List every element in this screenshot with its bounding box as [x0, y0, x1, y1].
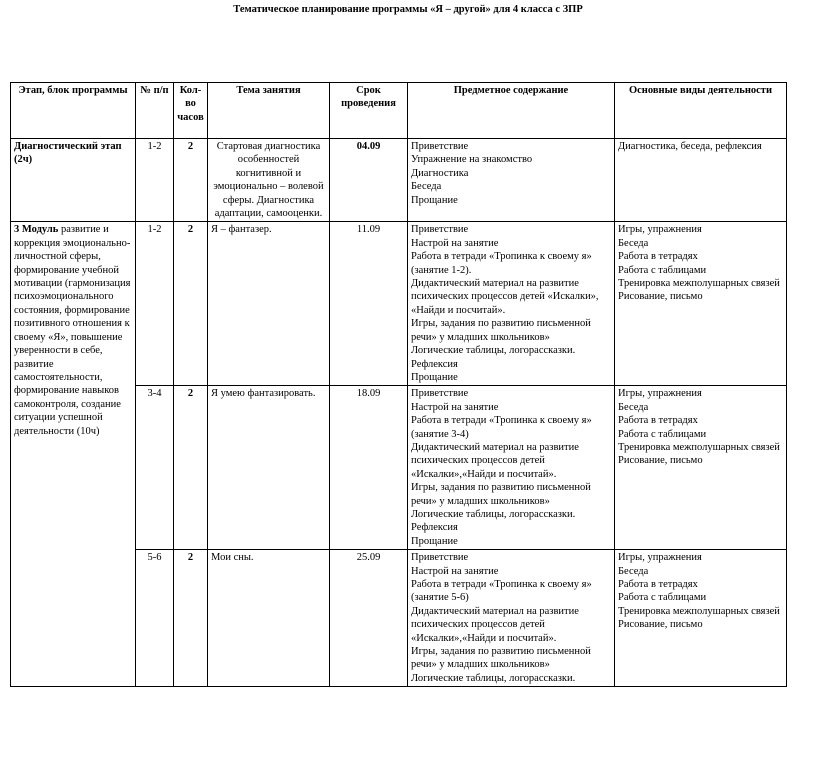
header-stage: Этап, блок программы	[11, 83, 136, 139]
content-line: Беседа	[411, 181, 442, 193]
header-activities: Основные виды деятельности	[615, 83, 787, 139]
activities-cell	[615, 550, 787, 687]
activity-line: Тренировка межполушарных связей	[618, 441, 780, 453]
activity-line: Беседа	[618, 237, 649, 249]
date-cell: 04.09	[330, 139, 408, 222]
content-line: Работа в тетради «Тропинка к своему я» (занятие 1-2).	[411, 251, 592, 276]
content-cell	[408, 139, 615, 222]
content-cell	[408, 550, 615, 687]
content-line: Логические таблицы, логорассказки.	[411, 508, 576, 520]
topic-cell: Мои сны.	[208, 550, 330, 687]
activity-line: Беседа	[618, 565, 649, 577]
activity-line: Рисование, письмо	[618, 455, 703, 467]
activity-line: Работа в тетрадях	[618, 579, 698, 590]
content-line: Рефлексия	[411, 522, 458, 534]
content-line: Игры, задания по развитию письменной речи» у младших школьников»	[411, 482, 591, 507]
content-line: Приветствие	[411, 552, 469, 564]
content-line: Логические таблицы, логорассказки.	[411, 345, 576, 357]
content-line: Рефлексия	[411, 358, 458, 370]
topic-cell: Стартовая диагностика особенностей когнитивной и эмоционально – волевой сферы. Диагностика адаптации, самооценки.	[208, 139, 330, 222]
planning-table	[10, 82, 787, 687]
content-line: Работа в тетради «Тропинка к своему я» (занятие 3-4)	[411, 415, 592, 440]
page-title: Тематическое планирование программы «Я – другой» для 4 класса с ЗПР	[233, 4, 583, 15]
num-cell: 1-2	[136, 139, 174, 222]
content-line: Дидактический материал на развитие психических процессов детей «Искалки», «Найди и посчитай».	[411, 278, 599, 316]
content-line: Прощание	[411, 535, 458, 547]
stage-cell: Диагностический этап (2ч)	[11, 139, 136, 222]
content-line: Настрой на занятие	[411, 565, 499, 577]
activity-line: Игры, упражнения	[618, 388, 702, 400]
num-cell: 5-6	[136, 550, 174, 687]
header-date: Срок проведения	[330, 83, 408, 139]
content-line: Игры, задания по развитию письменной речи» у младших школьников»	[411, 318, 591, 343]
header-row	[11, 83, 787, 139]
activity-line: Игры, упражнения	[618, 552, 702, 564]
date-cell: 11.09	[330, 222, 408, 386]
content-line: Настрой на занятие	[411, 401, 499, 413]
stage-module-description: развитие и коррекция эмоционально-личностной сферы, формирование учебной мотивации (гармонизация психоэмоционального состояния, формирование позитивного отношения к своему «Я», повышение уверенности в себе, развитие самостоятельности, формирование навыков самоконтроля, создание ситуации успешной деятельности (10ч)	[14, 224, 131, 437]
content-line: Приветствие	[411, 388, 469, 400]
content-line: Игры, задания по развитию письменной речи» у младших школьников»	[411, 646, 591, 671]
activity-line: Работа в тетрадях	[618, 251, 698, 263]
content-cell	[408, 222, 615, 386]
header-hours: Кол-во часов	[174, 83, 208, 139]
activity-line: Игры, упражнения	[618, 224, 702, 236]
activities-cell	[615, 386, 787, 550]
content-line: Работа в тетради «Тропинка к своему я» (занятие 5-6)	[411, 579, 592, 604]
hours-cell: 2	[174, 139, 208, 222]
activity-line: Работа с таблицами	[618, 428, 707, 440]
activity-line: Тренировка межполушарных связей	[618, 278, 780, 290]
activity-line: Беседа	[618, 401, 649, 413]
header-num: № п/п	[136, 83, 174, 139]
activities-cell	[615, 222, 787, 386]
activity-line: Рисование, письмо	[618, 291, 703, 303]
activity-line: Работа с таблицами	[618, 592, 707, 604]
table-row	[11, 139, 787, 222]
date-cell: 25.09	[330, 550, 408, 687]
content-line: Приветствие	[411, 224, 469, 236]
hours-cell: 2	[174, 550, 208, 687]
activities-cell	[615, 139, 787, 222]
content-cell	[408, 386, 615, 550]
date-cell: 18.09	[330, 386, 408, 550]
hours-cell: 2	[174, 222, 208, 386]
stage-module-label: 3 Модуль	[14, 224, 59, 236]
content-line: Прощание	[411, 194, 458, 206]
content-line: Дидактический материал на развитие психических процессов детей «Искалки»,«Найди и посчитай».	[411, 605, 579, 644]
topic-cell: Я умею фантазировать.	[208, 386, 330, 550]
content-line: Упражнение на знакомство	[411, 154, 533, 166]
activity-line: Диагностика, беседа, рефлексия	[618, 141, 762, 152]
stage-cell	[11, 222, 136, 687]
table-row	[11, 222, 787, 386]
content-line: Диагностика	[411, 167, 469, 179]
content-line: Настрой на занятие	[411, 237, 499, 249]
activity-line: Работа в тетрадях	[618, 415, 698, 427]
header-content: Предметное содержание	[408, 83, 615, 139]
activity-line: Работа с таблицами	[618, 264, 707, 276]
num-cell: 3-4	[136, 386, 174, 550]
activity-line: Тренировка межполушарных связей	[618, 605, 780, 617]
content-line: Дидактический материал на развитие психических процессов детей «Искалки»,«Найди и посчитай».	[411, 441, 579, 480]
content-line: Прощание	[411, 371, 458, 383]
content-line: Приветствие	[411, 141, 469, 152]
topic-cell: Я – фантазер.	[208, 222, 330, 386]
hours-cell: 2	[174, 386, 208, 550]
content-line: Логические таблицы, логорассказки.	[411, 672, 576, 684]
num-cell: 1-2	[136, 222, 174, 386]
activity-line: Рисование, письмо	[618, 619, 703, 631]
header-topic: Тема занятия	[208, 83, 330, 139]
